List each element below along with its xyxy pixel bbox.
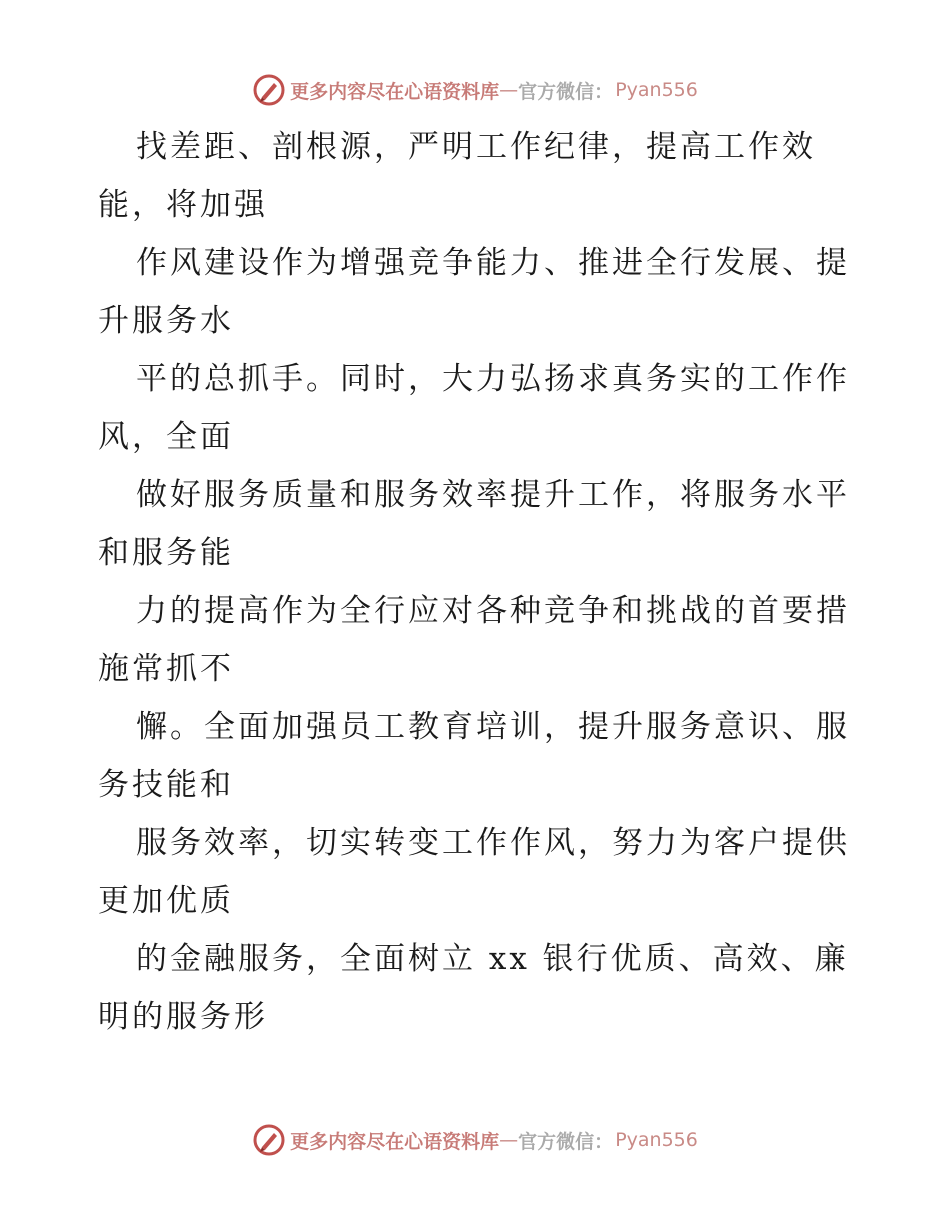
watermark-label: 官方微信：	[518, 80, 614, 103]
text-line: 找差距、剖根源，严明工作纪律，提高工作效	[136, 129, 816, 165]
text-line: 风，全面	[98, 419, 234, 455]
text-line: 服务效率，切实转变工作作风，努力为客户提供	[136, 825, 850, 861]
text-line: 和服务能	[98, 535, 234, 571]
pen-logo-icon	[252, 1123, 286, 1157]
text-line: 做好服务质量和服务效率提升工作，将服务水平	[136, 477, 850, 513]
document-body	[98, 118, 858, 1046]
text-line: 平的总抓手。同时，大力弘扬求真务实的工作作	[136, 361, 850, 397]
text-line: 的金融服务，全面树立 xx 银行优质、高效、廉	[136, 941, 849, 977]
footer-watermark	[0, 1120, 950, 1160]
text-line: 作风建设作为增强竞争能力、推进全行发展、提	[136, 245, 850, 281]
text-line: 明的服务形	[98, 999, 268, 1035]
watermark-id: Pyan556	[615, 79, 698, 101]
text-line: 施常抓不	[98, 651, 234, 687]
pen-logo-icon	[252, 73, 286, 107]
text-line: 升服务水	[98, 303, 234, 339]
watermark-title: 更多内容尽在心语资料库	[290, 80, 500, 103]
watermark-id: Pyan556	[615, 1129, 698, 1151]
text-line: 懈。全面加强员工教育培训，提升服务意识、服	[136, 709, 850, 745]
text-line: 务技能和	[98, 767, 234, 803]
watermark-dash: —	[499, 79, 519, 101]
watermark-label: 官方微信：	[518, 1130, 614, 1153]
header-watermark	[0, 70, 950, 110]
text-line: 更加优质	[98, 883, 234, 919]
watermark-dash: —	[499, 1129, 519, 1151]
text-line: 能，将加强	[98, 187, 268, 223]
text-line: 力的提高作为全行应对各种竞争和挑战的首要措	[136, 593, 850, 629]
watermark-title: 更多内容尽在心语资料库	[290, 1130, 500, 1153]
